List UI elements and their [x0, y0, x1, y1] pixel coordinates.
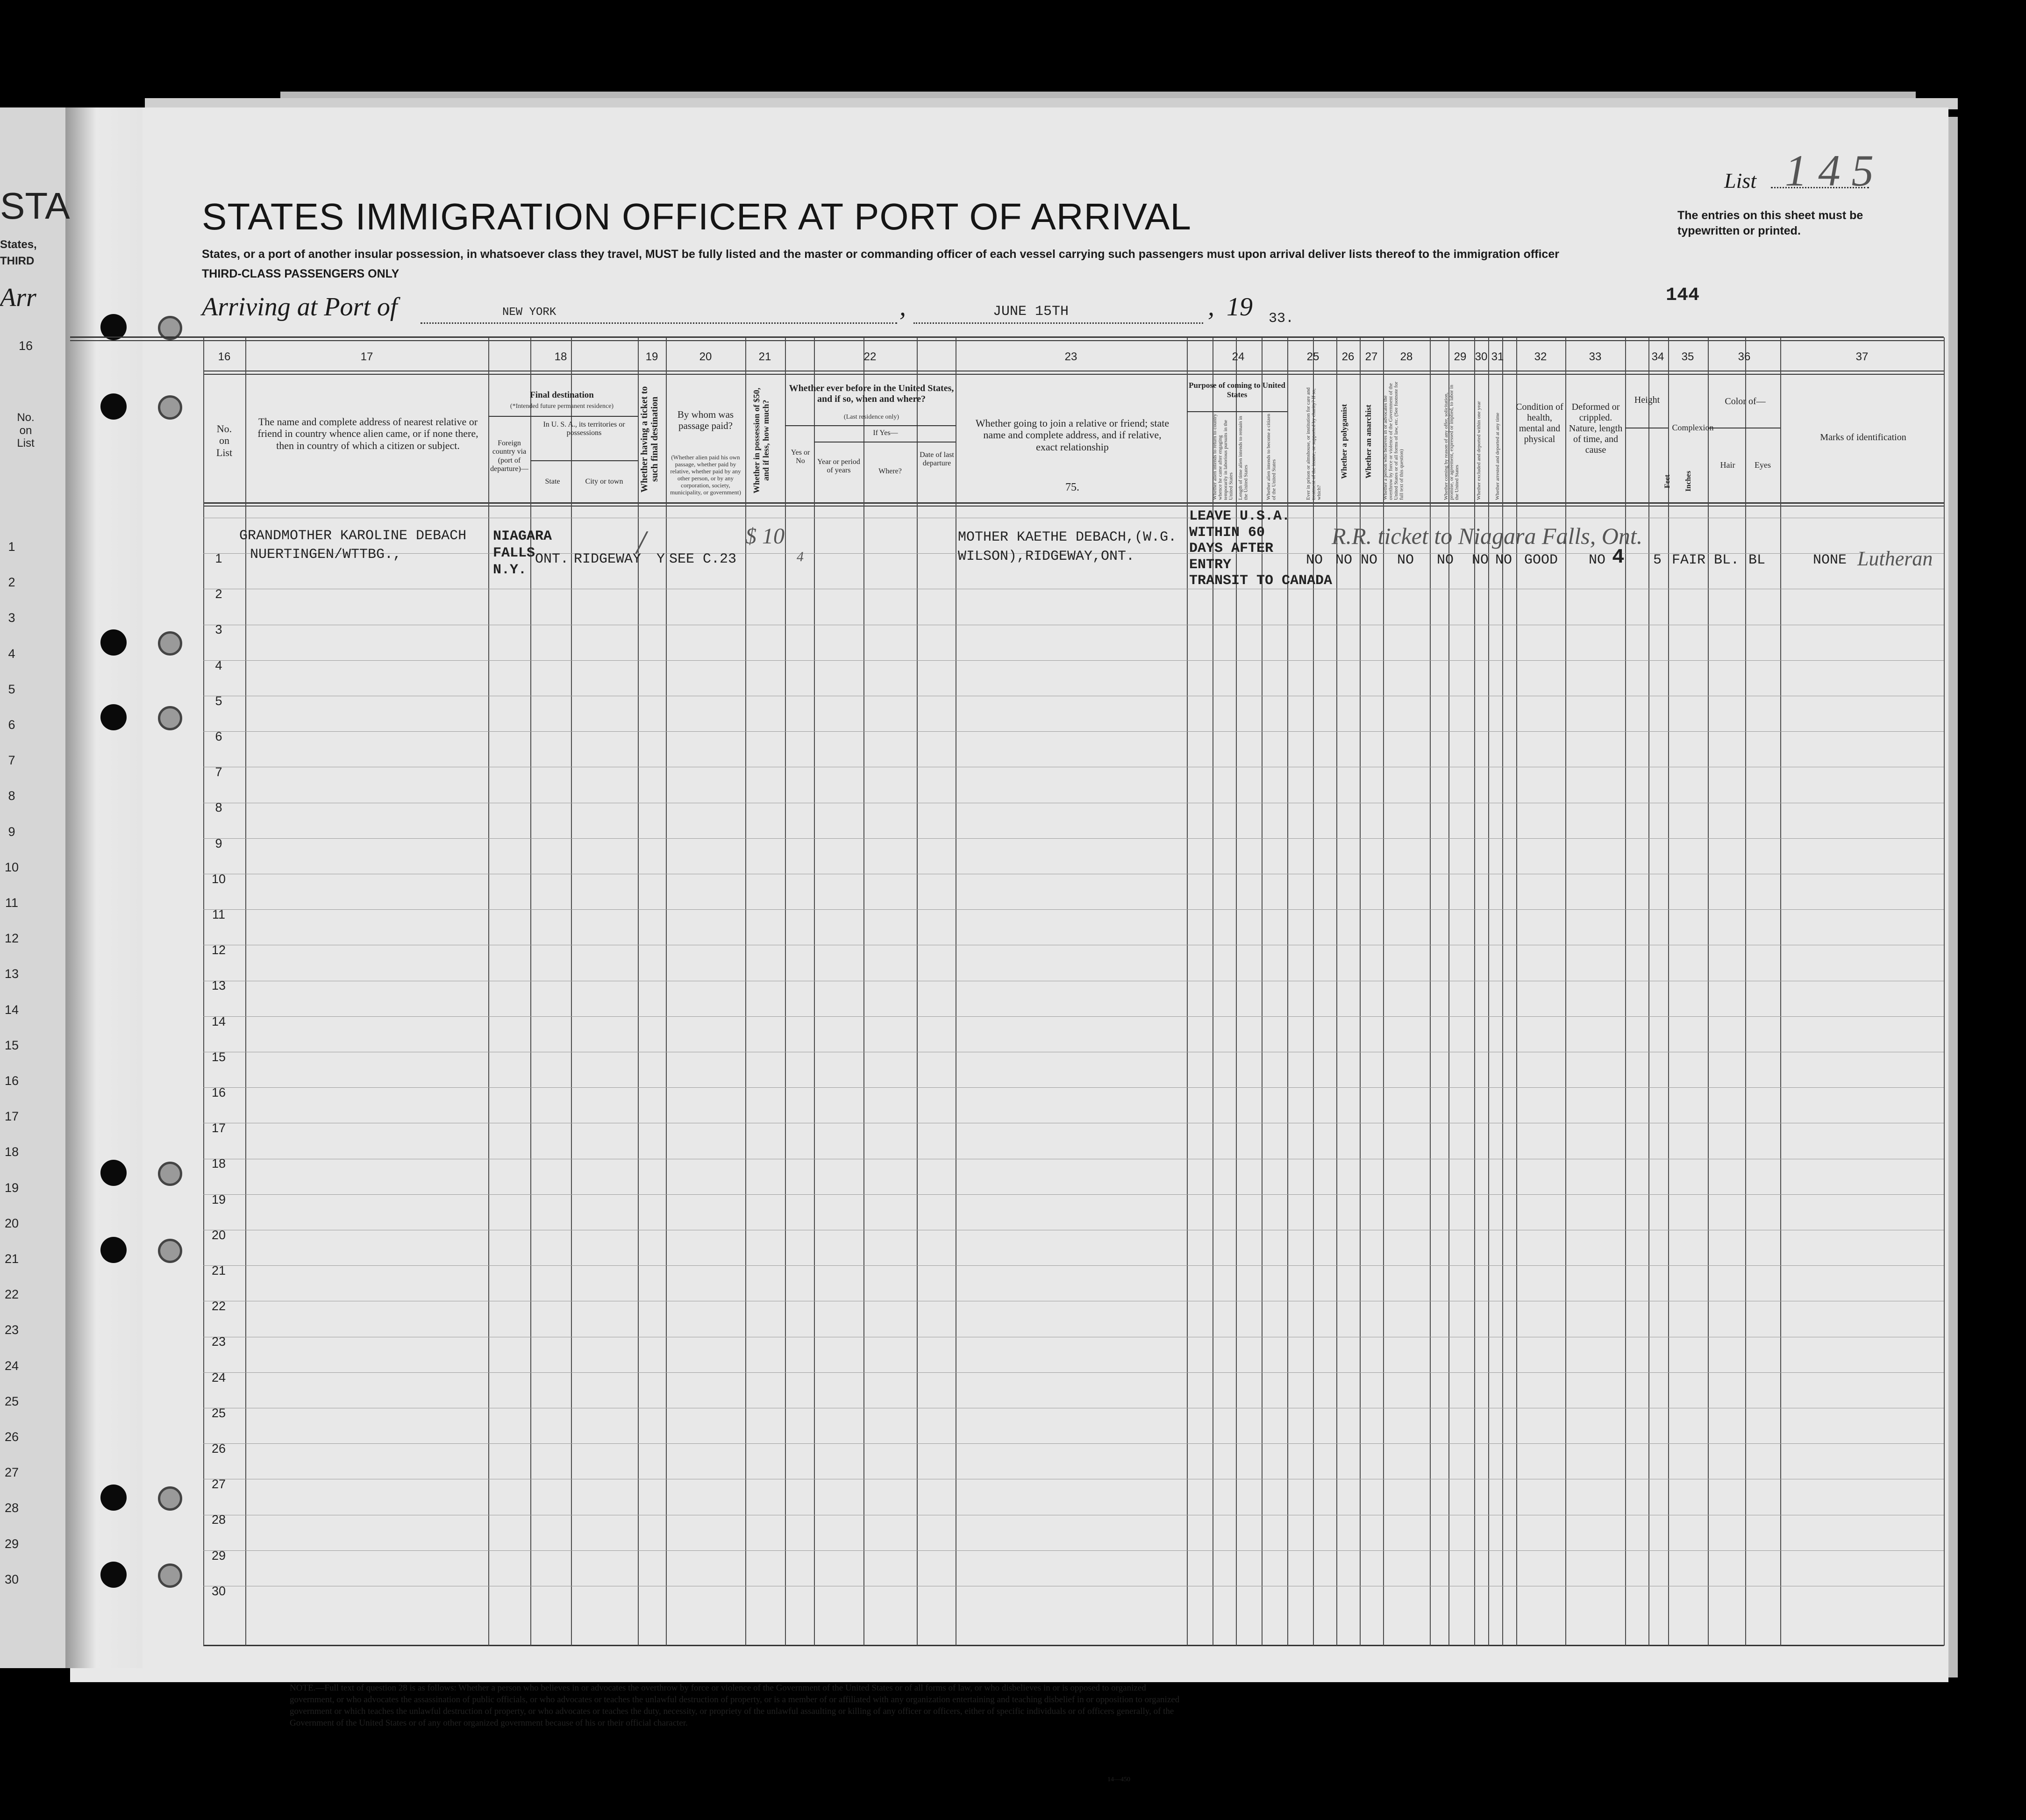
footnote: [290, 1682, 1182, 1729]
entry-health: GOOD: [1524, 552, 1558, 568]
date-line: [913, 322, 1203, 324]
header-c24-a: Whether alien intends to return to country whence he came after engaging temporarily in laborious pursuits in the United States: [1212, 414, 1234, 500]
entry-handwritten-marks: Lutheran: [1857, 547, 1933, 570]
entry-ticket: Y: [656, 551, 665, 567]
entry-c28: NO: [1397, 552, 1414, 568]
entry-c31: NO: [1495, 552, 1512, 568]
footnote-text: —Full text of question 28 is as follows: Whether a person who believes in or advocates the overthrow by force or violence of the Government of the United States or of all forms of law, or who disbelieves in or is opposed to organized government, or who advocates the assassination of public officials, or who advocates or teaches the unlawful destruction of property, or is a member of or affiliated with any organization entertaining and teaching disbelief in or opposition to organized government or which teaches the unlawful destruction of property, or who advocates or teaches the duty, necessity, or propriety of the unlawful assaulting or killing of any officer or officers, either of specific individuals or of officers generally, of the Government of the United States or of any other organized government because of his or their official character.: [290, 1683, 1180, 1728]
column-number: 24: [1232, 350, 1245, 363]
row-number: 7: [215, 765, 222, 779]
column-number: 37: [1855, 350, 1869, 363]
header-c28: Whether a person who believes in or advocates the overthrow by force or violence of the Government of the United States or of all forms of law, etc. (See footnote for full text of this question): [1383, 381, 1405, 500]
header-subrule: [785, 425, 956, 426]
header-subrule: [530, 460, 638, 461]
row-line: [203, 838, 1944, 839]
header-c25: Ever in prison or almshouse, or institution for care and treatment of the insane, or supported by charity? If so, which?: [1305, 387, 1322, 500]
column-line: [666, 337, 667, 1646]
row-number: 4: [215, 658, 222, 672]
column-number: 25: [1306, 350, 1320, 363]
header-c24-title: Purpose of coming to United States: [1189, 381, 1285, 399]
column-number: 26: [1341, 350, 1355, 363]
column-line: [1648, 337, 1649, 1646]
header-c29: Whether coming by reason of any offer, solicitation, promise, or agreement, expressed or implied, to labor in the United States: [1443, 385, 1460, 500]
entry-foreign: NIAGARA FALLS N.Y.: [493, 528, 552, 578]
left-row-number: 21: [4, 1252, 19, 1266]
row-line: [203, 1550, 1944, 1551]
row-line: [203, 731, 1944, 732]
left-row-number: 23: [4, 1323, 19, 1337]
header-c36: Color of—: [1725, 396, 1766, 407]
row-number: 13: [211, 978, 226, 992]
entry-complexion: FAIR: [1672, 552, 1706, 568]
entry-money: $ 10: [745, 524, 785, 549]
row-number: 12: [211, 943, 226, 957]
punch-hole: [100, 629, 127, 656]
row-number: 30: [211, 1584, 226, 1598]
column-number: 21: [758, 350, 771, 363]
entry-hair: BL.: [1714, 552, 1740, 568]
left-row-number: 3: [8, 611, 15, 625]
entry-c27: NO: [1361, 552, 1378, 568]
entry-purpose: LEAVE U.S.A. WITHIN 60 DAYS AFTER ENTRY TRANSIT TO CANADA: [1189, 508, 1333, 589]
comma: ,: [899, 293, 906, 321]
left-row-number: 12: [4, 931, 19, 945]
left-page-subline: States,: [0, 238, 37, 251]
binder-ring: [158, 1162, 182, 1186]
header-c22-ifyes: If Yes—: [873, 429, 898, 437]
page-edge: [1948, 117, 1958, 1677]
row-number: 22: [211, 1299, 226, 1313]
column-number: 34: [1651, 350, 1664, 363]
header-c34-feet: Feet: [1663, 474, 1671, 488]
header-c16: No. on List: [216, 423, 233, 458]
header-c22-note: (Last residence only): [843, 414, 899, 421]
manifest-page: [70, 107, 1948, 1682]
header-rule: [203, 374, 1944, 375]
column-line: [917, 337, 918, 1646]
left-row-number: 10: [4, 860, 19, 874]
left-row-number: 17: [4, 1109, 19, 1123]
row-number: 10: [211, 872, 226, 886]
row-number: 2: [215, 587, 222, 601]
column-number: 20: [699, 350, 712, 363]
form-code: 14—450: [1107, 1776, 1130, 1783]
binder-ring: [158, 631, 182, 656]
column-line: [785, 337, 786, 1646]
column-line: [571, 337, 572, 1646]
row-line: [203, 1372, 1944, 1373]
left-row-number: 4: [8, 647, 15, 661]
row-line: [203, 660, 1944, 661]
entry-c25: NO: [1306, 552, 1323, 568]
port-value: NEW YORK: [502, 306, 556, 319]
punch-hole: [100, 1562, 127, 1588]
entries-note: The entries on this sheet must be typewritten or printed.: [1677, 209, 1863, 237]
row-number: 8: [215, 800, 222, 814]
column-number: 36: [1738, 350, 1751, 363]
entry-join: MOTHER KAETHE DEBACH,(W.G. WILSON),RIDGEWAY,ONT.: [958, 529, 1177, 564]
left-row-number: 8: [8, 789, 15, 803]
table-bottom-rule: [203, 1645, 1944, 1646]
header-subrule: [488, 416, 638, 417]
left-row-number: 29: [4, 1537, 19, 1551]
row-line: [203, 1443, 1944, 1444]
left-row-number: 16: [4, 1074, 19, 1088]
left-row-number: 22: [4, 1287, 19, 1301]
left-row-number: 9: [8, 825, 15, 839]
header-c19: Whether having a ticket to such final destination: [639, 386, 660, 492]
row-number: 24: [211, 1370, 226, 1385]
row-number: 26: [211, 1442, 226, 1456]
left-row-number: 7: [8, 753, 15, 767]
column-number: 35: [1681, 350, 1694, 363]
left-row-number: 15: [4, 1038, 19, 1052]
row-number: 5: [215, 694, 222, 708]
header-c36-eyes: Eyes: [1755, 460, 1771, 470]
header-c21: Whether in possession of $50, and if less, how much?: [752, 387, 770, 493]
entry-city: RIDGEWAY: [574, 551, 642, 567]
column-line: [1780, 337, 1781, 1646]
date-value: JUNE 15TH: [993, 304, 1069, 320]
header-c18-note: (*Intended future permanent residence): [510, 403, 614, 410]
column-line: [1944, 337, 1945, 1646]
column-line: [488, 337, 489, 1646]
entry-c26: NO: [1335, 552, 1353, 568]
left-row-number: 27: [4, 1465, 19, 1479]
column-number: 18: [554, 350, 567, 363]
binder-ring: [158, 1239, 182, 1263]
header-c20-note: (Whether alien paid his own passage, whether paid by relative, whether paid by any other person, or by any corporation, society, municipality, or government): [670, 454, 741, 496]
entry-c29: NO: [1437, 552, 1454, 568]
column-number: 31: [1491, 350, 1504, 363]
row-number: 19: [211, 1192, 226, 1206]
row-number: 11: [212, 907, 226, 921]
column-line: [1745, 337, 1746, 1646]
column-line: [1708, 337, 1709, 1646]
header-bottom-rule: [203, 506, 1944, 507]
column-number: 32: [1534, 350, 1547, 363]
arriving-label: Arriving at Port of: [202, 293, 398, 321]
header-c26: Whether a polygamist: [1340, 404, 1348, 479]
punch-hole: [100, 1237, 127, 1263]
header-c20-title: By whom was passage paid?: [677, 409, 734, 432]
list-label: List: [1724, 169, 1757, 193]
entry-deformed: NO: [1589, 552, 1606, 568]
header-c22-years: Year or period of years: [817, 458, 860, 475]
column-number: 16: [218, 350, 231, 363]
binder-ring: [158, 1563, 182, 1588]
row-number: 3: [215, 622, 222, 636]
row-number: 21: [211, 1263, 226, 1278]
row-line: [203, 909, 1944, 910]
left-row-number: 13: [4, 967, 19, 981]
row-number: 28: [211, 1513, 226, 1527]
year-prefix: 19: [1227, 293, 1253, 321]
header-c22-date: Date of last departure: [920, 451, 954, 468]
left-row-number: 18: [4, 1145, 19, 1159]
column-line: [203, 337, 204, 1646]
row-number: 15: [211, 1050, 226, 1064]
header-c31: Whether arrested and deported at any time: [1495, 413, 1500, 500]
header-c32: Condition of health, mental and physical: [1516, 402, 1563, 444]
row-line: [203, 1265, 1944, 1266]
row-line: [203, 1087, 1944, 1088]
footnote-label: NOTE.: [290, 1683, 316, 1693]
column-line: [814, 337, 815, 1646]
punch-hole: [100, 393, 127, 420]
header-c34: Height: [1634, 395, 1660, 405]
header-c36-hair: Hair: [1720, 460, 1735, 470]
header-c23: Whether going to join a relative or friend; state name and complete address, and if relative, exact relationship: [975, 417, 1170, 453]
left-page-subline: THIRD: [0, 255, 35, 267]
left-page-colnum: 16: [18, 339, 33, 353]
left-row-number: 20: [4, 1216, 19, 1230]
page-binding: [65, 107, 143, 1668]
row-number: 18: [211, 1156, 226, 1171]
sheet-number: 144: [1666, 285, 1700, 306]
left-row-number: 28: [4, 1501, 19, 1515]
left-page-title: STA: [0, 185, 70, 227]
table-top-rule: [70, 336, 1944, 338]
column-number: 19: [645, 350, 658, 363]
entry-relative-line2: NUERTINGEN/WTTBG.,: [250, 547, 402, 563]
binder-ring: [158, 1486, 182, 1511]
entry-feet: 4: [1612, 546, 1625, 569]
left-row-number: 6: [8, 718, 15, 732]
binder-ring: [158, 395, 182, 420]
punch-hole: [100, 1160, 127, 1186]
page-title: STATES IMMIGRATION OFFICER AT PORT OF ARRIVAL: [202, 196, 1191, 237]
row-number: 29: [211, 1549, 226, 1563]
header-c27: Whether an anarchist: [1364, 404, 1373, 479]
row-line: [203, 1194, 1944, 1195]
left-row-number: 14: [4, 1003, 19, 1017]
comma: ,: [1208, 293, 1214, 321]
column-number: 27: [1365, 350, 1378, 363]
column-number: 23: [1064, 350, 1077, 363]
column-number: 22: [863, 350, 877, 363]
header-subrule: [814, 442, 956, 443]
left-row-number: 24: [4, 1359, 19, 1373]
row-number: 14: [211, 1014, 226, 1028]
left-page-arriving: Arr: [0, 283, 36, 312]
entry-marks: NONE: [1813, 552, 1847, 568]
left-row-number: 25: [4, 1394, 19, 1408]
header-c30: Whether excluded and deported within one year: [1476, 401, 1482, 500]
entry-relative-line1: GRANDMOTHER KAROLINE DEBACH: [239, 528, 467, 544]
port-line: [421, 322, 897, 324]
row-number: 23: [211, 1335, 226, 1349]
left-row-number: 11: [5, 896, 19, 910]
entry-handwritten-note: R.R. ticket to Niagara Falls, Ont.: [1332, 523, 1643, 549]
list-number-handwritten: 1 4 5: [1785, 146, 1874, 195]
column-number: 30: [1475, 350, 1488, 363]
entry-inches: 5: [1653, 552, 1662, 568]
header-c18-state: State: [545, 478, 560, 485]
row-number: 9: [215, 836, 222, 850]
punch-hole: [100, 704, 127, 730]
header-c24-b: Length of time alien intends to remain in the United States: [1238, 416, 1249, 500]
header-bottom-rule: [203, 502, 1944, 504]
column-number: 17: [360, 350, 373, 363]
entry-passage: SEE C.23: [669, 551, 737, 567]
row-number: 6: [215, 729, 222, 743]
row-number: 16: [211, 1085, 226, 1099]
header-c22-yesno: Yes or No: [791, 449, 810, 465]
class-line: THIRD-CLASS PASSENGERS ONLY: [202, 267, 399, 280]
left-page-colhead: No. on List: [17, 411, 35, 450]
column-line: [1187, 337, 1188, 1646]
year-suffix: 33.: [1269, 311, 1294, 327]
column-number: 33: [1589, 350, 1602, 363]
entry-state: ONT.: [535, 551, 569, 567]
entry-c30: NO: [1472, 552, 1489, 568]
row-line: [203, 1016, 1944, 1017]
row-number: 20: [211, 1228, 226, 1242]
header-c22-where: Where?: [878, 467, 902, 475]
column-number: 29: [1454, 350, 1467, 363]
left-row-number: 26: [4, 1430, 19, 1444]
header-c37: Marks of identification: [1820, 432, 1906, 443]
binder-ring: [158, 706, 182, 730]
header-c22-title: Whether ever before in the United States, and if so, when and where?: [789, 383, 954, 404]
left-row-number: 5: [8, 682, 15, 696]
header-c35: Complexion: [1672, 423, 1714, 432]
header-c18-usa: In U. S. A., its territories or possessions: [543, 421, 625, 437]
left-row-number: 2: [8, 575, 15, 589]
entry-ticket-mark: /: [636, 524, 646, 561]
row-number: 1: [215, 551, 222, 565]
header-c18-title: Final destination: [530, 390, 594, 400]
header-c18-city: City or town: [585, 478, 623, 485]
header-c34-inches: Inches: [1684, 471, 1692, 492]
row-number: 17: [211, 1121, 226, 1135]
column-number: 28: [1400, 350, 1413, 363]
header-c24-c: Whether alien intends to become a citizen of the United States: [1266, 414, 1277, 500]
column-line: [1668, 337, 1669, 1646]
column-line: [863, 337, 864, 1646]
left-row-number: 1: [8, 540, 15, 554]
left-row-number: 30: [4, 1572, 19, 1586]
entry-money-extra: 4: [797, 549, 804, 564]
punch-hole: [100, 1485, 127, 1511]
entry-eyes: BL: [1748, 552, 1766, 568]
table-top-rule: [70, 340, 1944, 341]
row-number: 27: [211, 1477, 226, 1491]
header-c17: The name and complete address of nearest relative or friend in country whence alien came, or if none there, then in country of which a citizen or subject.: [257, 416, 478, 451]
header-c33: Deformed or crippled. Nature, length of time, and cause: [1569, 402, 1623, 455]
left-row-number: 19: [4, 1181, 19, 1195]
header-c23-num: 75.: [1065, 481, 1079, 493]
header-c18-foreign: Foreign country via (port of departure)—: [490, 439, 528, 473]
row-number: 25: [211, 1406, 226, 1420]
page-subtext: States, or a port of another insular possession, in whatsoever class they travel, MUST be fully listed and the master or commanding officer of each vessel carrying such passengers must upon arrival deliver lists thereof to the immigration officer: [202, 248, 1559, 261]
